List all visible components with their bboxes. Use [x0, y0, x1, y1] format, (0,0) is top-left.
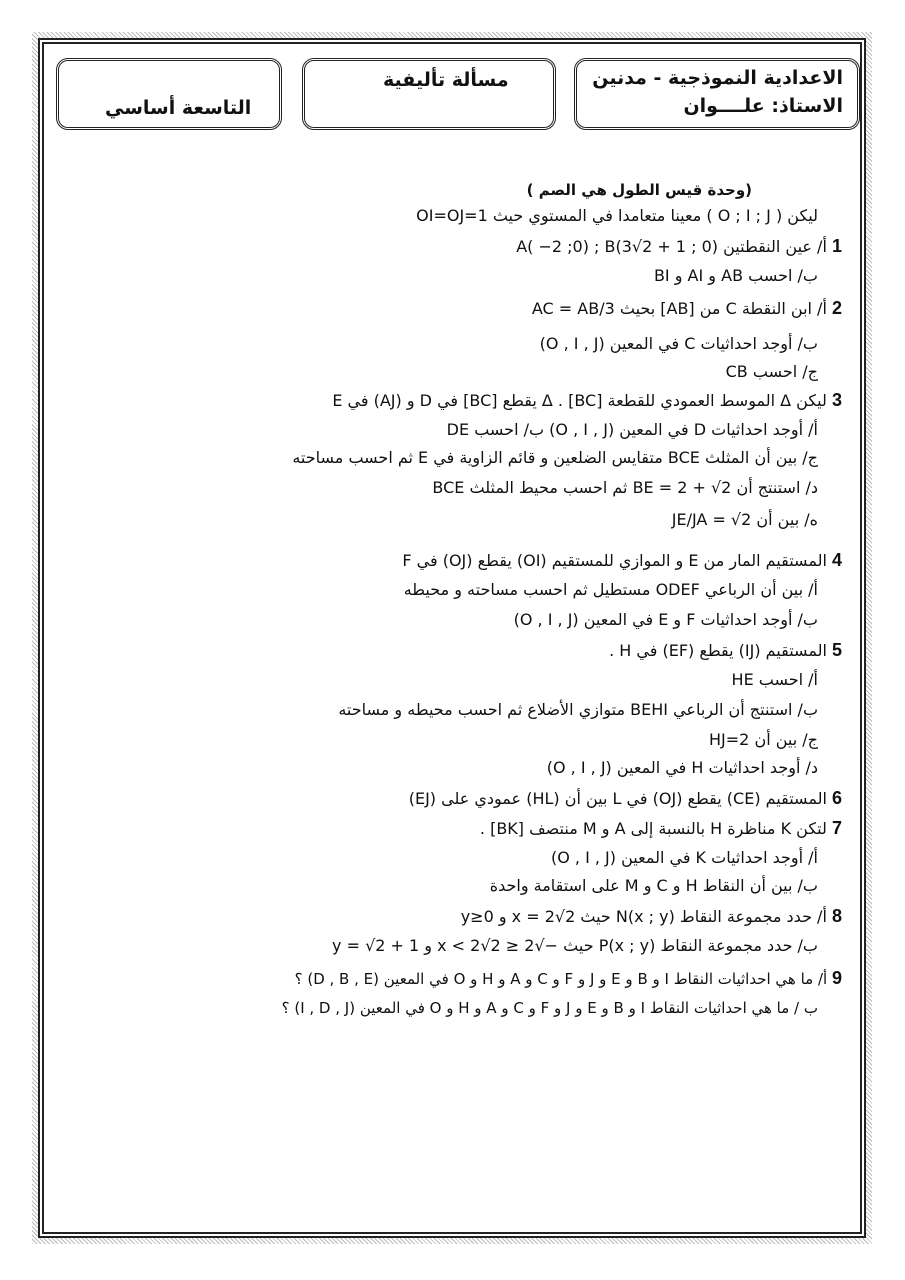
teacher-name: الاستاذ: علــــوان	[683, 95, 843, 117]
q4-text: المستقيم المار من E و الموازي للمستقيم (OI) يقطع (OJ) في F	[402, 551, 827, 570]
q1a-line	[516, 236, 842, 257]
q5-line	[609, 640, 842, 661]
q2a-line	[532, 298, 842, 319]
worksheet-title: مسألة تأليفية	[383, 69, 509, 91]
q3d-line: د/ استنتج أن BE = 2 + √2 ثم احسب محيط المثلث BCE	[432, 478, 818, 497]
school-name: الاعدادية النموذجية - مدنين	[592, 67, 843, 89]
q3-text: ليكن Δ الموسط العمودي للقطعة [BC] . Δ يقطع [BC] في D و (AJ) في E	[332, 391, 827, 410]
q1b-line: ب/ احسب AB و AI و BI	[653, 266, 818, 285]
q4-line	[402, 550, 842, 571]
q5c-line: ج/ بين أن HJ=2	[709, 730, 818, 749]
q4a-line: أ/ بين أن الرباعي ODEF مستطيل ثم احسب مساحته و محيطه	[403, 580, 818, 599]
q5-text: المستقيم (IJ) يقطع (EF) في H .	[609, 641, 827, 660]
q7-number: 7	[831, 818, 842, 838]
q6-number: 6	[831, 788, 842, 808]
q3e-line: ه/ بين أن JE/JA = √2	[671, 510, 818, 529]
q8a-line	[461, 906, 842, 927]
q8a-text: أ/ حدد مجموعة النقاط N(x ; y) حيث x = 2√2 و y≥0	[460, 907, 827, 926]
intro-line: ليكن ( O ; I ; J ) معينا متعامدا في المستوي حيث OI=OJ=1	[416, 206, 818, 225]
q1-number: 1	[831, 236, 842, 256]
q7-line	[480, 818, 842, 839]
q3a-line: أ/ أوجد احداثيات D في المعين (O , I , J) ب/ احسب DE	[446, 420, 818, 439]
q7-text: لتكن K مناظرة H بالنسبة إلى A و M منتصف [BK] .	[479, 819, 827, 838]
q2-number: 2	[831, 298, 842, 318]
problem-content	[44, 44, 860, 1232]
q9a-text: أ/ ما هي احداثيات النقاط I و B و E و J و F و C و A و H و O في المعين (D , B , E) ؟	[294, 970, 828, 988]
q9a-line	[295, 968, 842, 989]
q9b-line: ب / ما هي احداثيات النقاط I و B و E و J و F و C و A و H و O في المعين (I , D , J) ؟	[281, 999, 818, 1017]
page-frame	[38, 38, 866, 1238]
q5a-line: أ/ احسب HE	[731, 670, 818, 689]
q4-number: 4	[831, 550, 842, 570]
q5d-line: د/ أوجد احداثيات H في المعين (O , I , J)	[546, 758, 818, 777]
q6-text: المستقيم (CE) يقطع (OJ) في L بين أن (HL) عمودي على (EJ)	[408, 789, 827, 808]
q8b-line: ب/ حدد مجموعة النقاط P(x ; y) حيث −√2 ≤ x < 2√2 و y = √2 + 1	[332, 936, 818, 955]
q6-line	[409, 788, 842, 809]
q7a-line: أ/ أوجد احداثيات K في المعين (O , I , J)	[550, 848, 818, 867]
q1a-text: أ/ عين النقطتين A( −2 ;0) ; B(3√2 + 1 ; 0)	[516, 237, 827, 256]
q3-number: 3	[831, 390, 842, 410]
grade-label: التاسعة أساسي	[105, 97, 252, 119]
q2c-line: ج/ احسب CB	[725, 362, 818, 381]
q3c-line: ج/ بين أن المثلث BCE متقايس الضلعين و قائم الزاوية في E ثم احسب مساحته	[292, 448, 818, 467]
q2a-text: أ/ ابن النقطة C من [AB] بحيث AC = AB/3	[531, 299, 827, 318]
q3-line	[332, 390, 842, 411]
q4b-line: ب/ أوجد احداثيات F و E في المعين (O , I , J)	[513, 610, 818, 629]
q2b-line: ب/ أوجد احداثيات C في المعين (O , I , J)	[539, 334, 818, 353]
q5-number: 5	[831, 640, 842, 660]
q9-number: 9	[831, 968, 842, 988]
q7b-line: ب/ بين أن النقاط H و C و M على استقامة واحدة	[489, 876, 818, 895]
q8-number: 8	[831, 906, 842, 926]
q5b-line: ب/ استنتج أن الرباعي BEHI متوازي الأضلاع ثم احسب محيطه و مساحته	[338, 700, 818, 719]
unit-note: (وحدة قيس الطول هي الصم )	[526, 181, 752, 199]
